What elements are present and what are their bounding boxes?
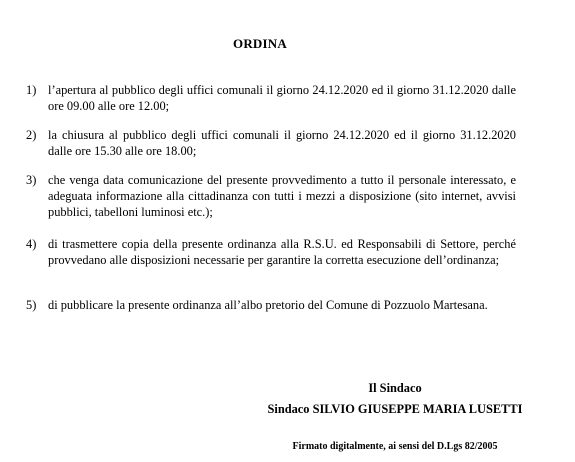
digital-signature-note: Firmato digitalmente, ai sensi del D.Lgs 82/2005 (292, 441, 498, 452)
item-number: 5) (26, 298, 37, 312)
item-number: 1) (26, 83, 37, 97)
ordinance-item-4 (26, 236, 516, 268)
item-number: 3) (26, 173, 37, 187)
ordinance-item-3 (26, 172, 516, 220)
signature-name: Sindaco SILVIO GIUSEPPE MARIA LUSETTI (267, 402, 523, 416)
signature-title: Il Sindaco (368, 381, 422, 395)
item-text: l’apertura al pubblico degli uffici comunali il giorno 24.12.2020 ed il giorno 31.12.2020 dalle ore 09.00 alle ore 12.00; (48, 83, 516, 113)
item-number: 2) (26, 128, 37, 142)
section-heading: ORDINA (233, 36, 287, 51)
item-text: che venga data comunicazione del presente provvedimento a tutto il personale interessato, e adeguata informazione alla cittadinanza con tutti i mezzi a disposizione (sito internet, avvisi pubblici, tabelloni luminosi etc.); (48, 173, 516, 219)
ordinance-item-1 (26, 82, 516, 114)
item-text: la chiusura al pubblico degli uffici comunali il giorno 24.12.2020 ed il giorno 31.12.2020 dalle ore 15.30 alle ore 18.00; (48, 128, 516, 158)
ordinance-item-2 (26, 127, 516, 159)
item-text: di trasmettere copia della presente ordinanza alla R.S.U. ed Responsabili di Settore, perché provvedano alle disposizioni necessarie per garantire la corretta esecuzione dell’ordinanza; (48, 237, 516, 267)
item-text: di pubblicare la presente ordinanza all’albo pretorio del Comune di Pozzuolo Martesana. (48, 298, 488, 312)
item-number: 4) (26, 237, 37, 251)
ordinance-item-5 (26, 297, 516, 313)
